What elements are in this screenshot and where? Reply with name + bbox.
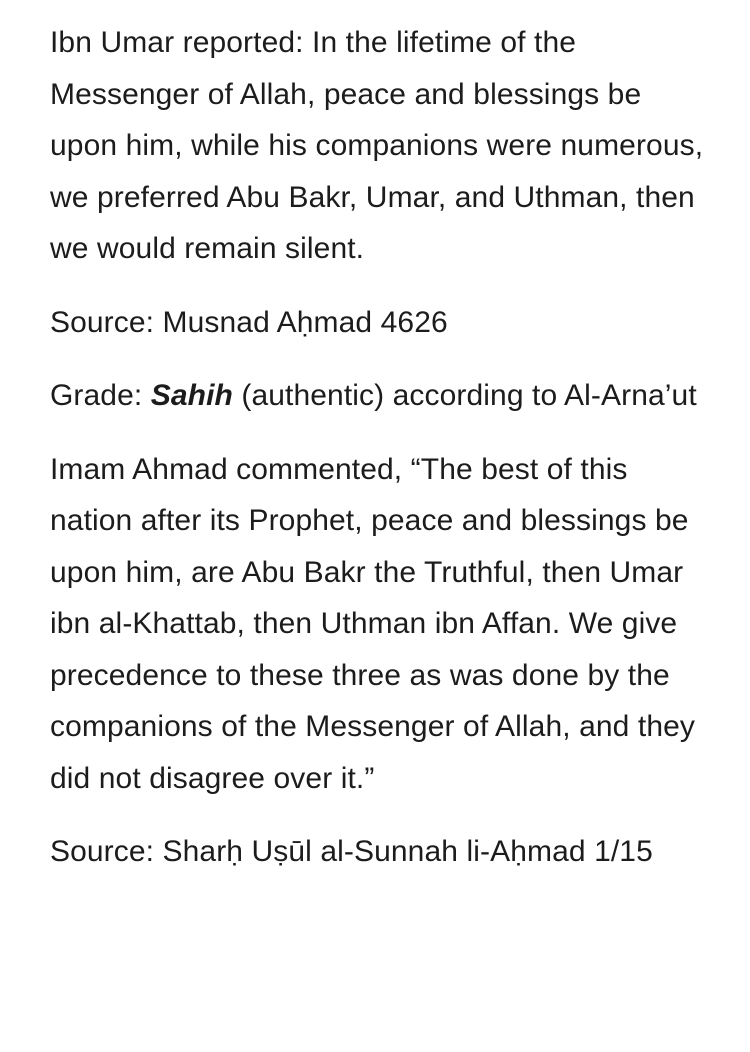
grade-term: Sahih	[150, 379, 233, 412]
hadith-source: Source: Musnad Aḥmad 4626	[50, 305, 448, 339]
grade-prefix: Grade:	[50, 379, 151, 412]
hadith-grade	[50, 370, 710, 422]
imam-ahmad-commentary: Imam Ahmad commented, “The best of this nation after its Prophet, peace and blessings be upon him, are Abu Bakr the Truthful, then Umar ibn al-Khattab, then Uthman ibn Affan. We give precedence to these three as was done by the companions of the Messenger of Allah, and they did not disagree over it.”	[50, 452, 695, 795]
hadith-text: Ibn Umar reported: In the lifetime of the Messenger of Allah, peace and blessings be upon him, while his companions were numerous, we preferred Abu Bakr, Umar, and Uthman, then we would remain silent.	[50, 26, 704, 265]
article-content	[50, 17, 710, 878]
commentary-source: Source: Sharḥ Uṣūl al-Sunnah li-Aḥmad 1/15	[50, 835, 653, 868]
grade-suffix: (authentic) according to Al-Arna’ut	[232, 379, 697, 412]
